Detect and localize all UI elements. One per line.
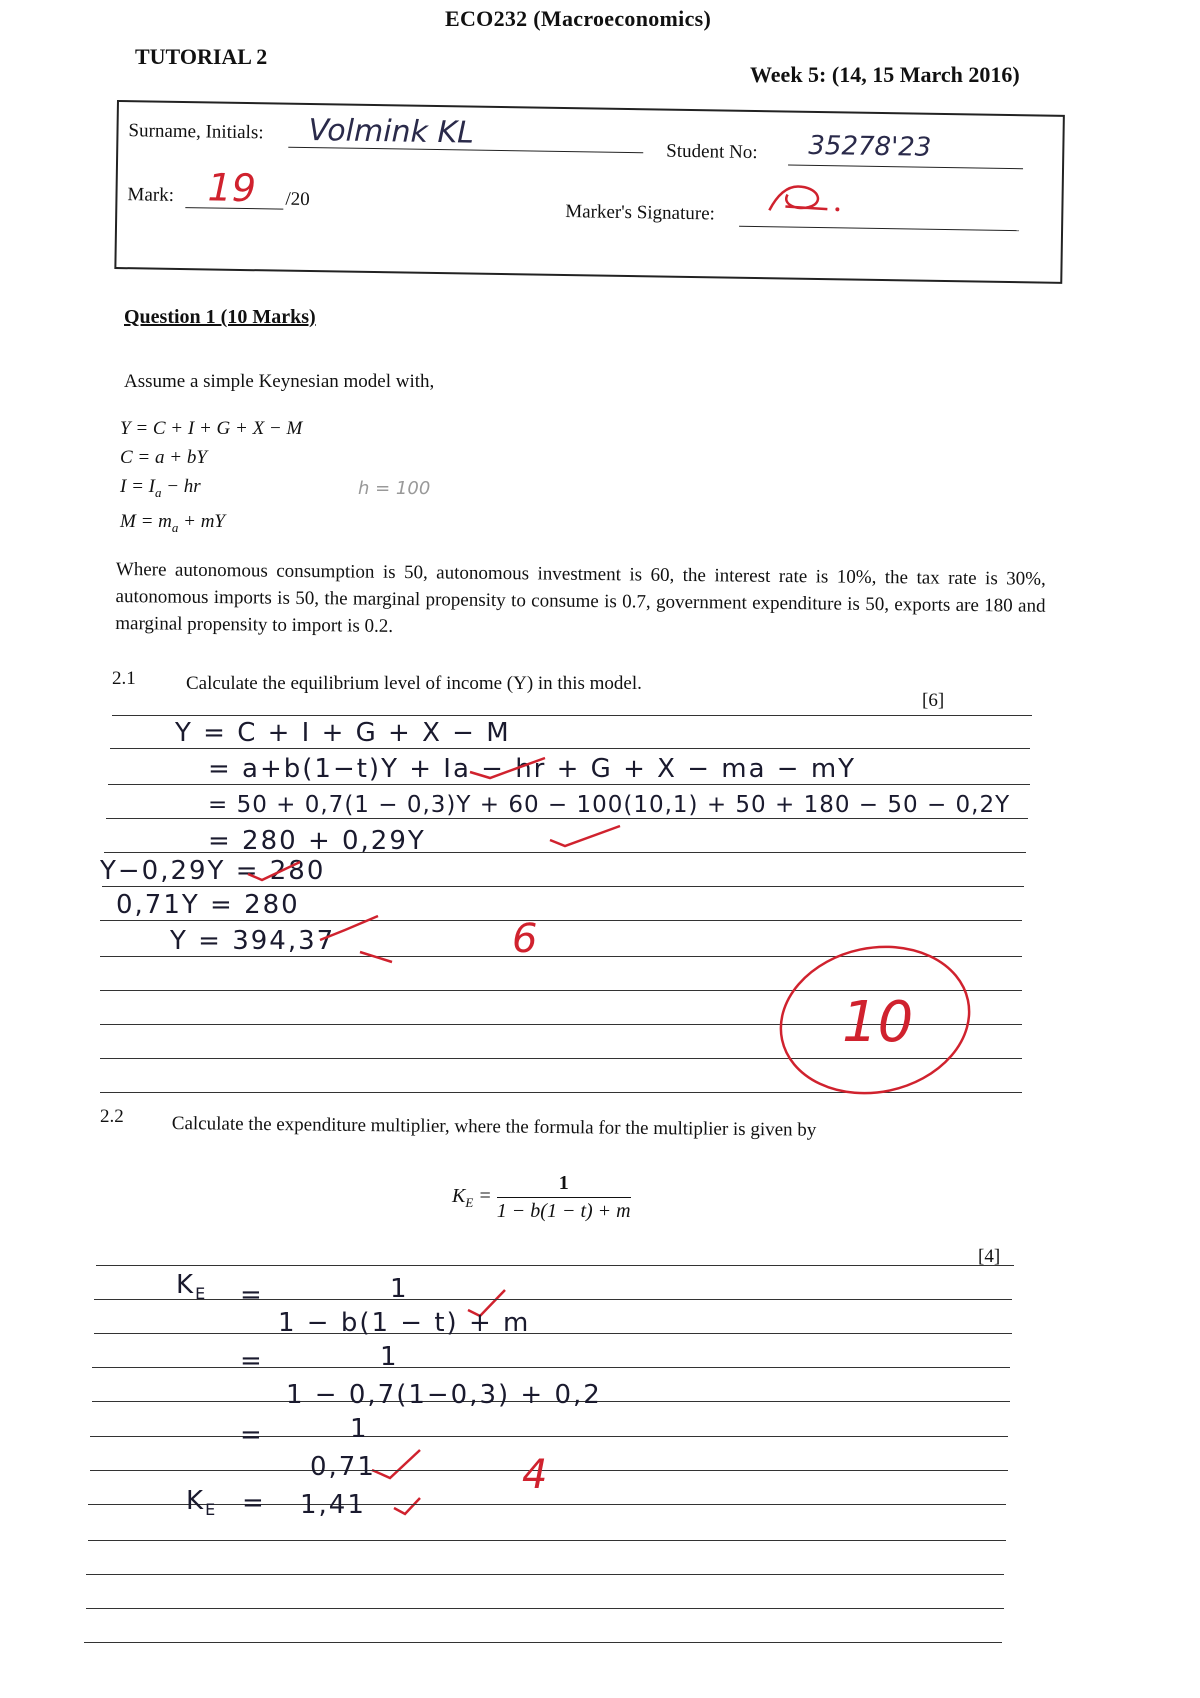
work-line: = a+b(1−t)Y + Ia − hr + G + X − ma − mY — [208, 754, 857, 784]
ruled-line — [94, 1299, 1012, 1300]
work-den: 1 − 0,7(1−0,3) + 0,2 — [286, 1380, 602, 1410]
tick-icon — [550, 826, 620, 846]
part-2-1-marks: [6] — [922, 690, 945, 711]
work-line: 0,71Y = 280 — [116, 890, 300, 920]
work-num: 1 — [350, 1414, 369, 1444]
circled-total: 10 — [842, 990, 914, 1055]
work-den: 1 − b(1 − t) + m — [278, 1308, 531, 1338]
mark-total: /20 — [285, 188, 310, 211]
question-description: Where autonomous consumption is 50, autonomous investment is 60, the interest rate is 10%, the tax rate is 30%, autonomous imports is 50, the marginal propensity to consume is 0.7, government expenditure is 50, exports are 180 and marginal propensity to import is 0.2. — [115, 558, 1046, 637]
ruled-line — [86, 1608, 1004, 1609]
work-line: Y = C + I + G + X − M — [175, 718, 511, 748]
grader-mark-2-1: 6 — [512, 916, 538, 962]
tick-icon — [470, 758, 545, 778]
ruled-line — [90, 1470, 1008, 1471]
margin-note: h = 100 — [358, 478, 431, 499]
ruled-line — [92, 1367, 1010, 1368]
work-line: Y = 394,37 — [170, 926, 336, 956]
ruled-line — [86, 1574, 1004, 1575]
arrow-icon — [360, 952, 392, 962]
ruled-line — [96, 1265, 1014, 1266]
mark-label: Mark: — [127, 184, 175, 206]
tick-icon — [248, 862, 300, 880]
multiplier-lhs: $K_E$ — [176, 1270, 208, 1304]
student-no-value: 35278'23 — [808, 130, 932, 163]
part-2-2-text: Calculate the expenditure multiplier, where the formula for the multiplier is given by — [171, 1112, 817, 1141]
surname-value: Volmink KL — [308, 113, 475, 151]
ruled-line — [94, 1333, 1012, 1334]
mark-value: 19 — [207, 165, 257, 211]
part-2-2-number: 2.2 — [100, 1106, 124, 1127]
work-num: 1 — [390, 1274, 409, 1304]
tick-icon — [394, 1498, 420, 1514]
work-line: = 280 + 0,29Y — [208, 826, 426, 856]
equals-sign: = — [240, 1346, 264, 1376]
question-intro: Assume a simple Keynesian model with, — [124, 371, 435, 392]
surname-label: Surname, Initials: — [128, 120, 264, 144]
ruled-line — [88, 1540, 1006, 1541]
equals-sign: = — [240, 1420, 264, 1450]
equals-sign: = — [240, 1280, 264, 1310]
multiplier-result: 1,41 — [300, 1490, 366, 1520]
tick-icon — [372, 1450, 420, 1478]
student-no-label: Student No: — [666, 140, 758, 164]
grader-mark-2-2: 4 — [522, 1452, 548, 1498]
ruled-line — [84, 1642, 1002, 1643]
part-2-2-marks: [4] — [978, 1246, 1001, 1267]
equation-c: C = a + bY — [120, 447, 207, 468]
week-date: Week 5: (14, 15 March 2016) — [750, 62, 1020, 87]
work-line: Y−0,29Y = 280 — [100, 856, 326, 886]
equation-i: $I = I_a$ − hr — [120, 476, 201, 500]
tutorial-title: TUTORIAL 2 — [135, 44, 268, 69]
ruled-line — [90, 1436, 1008, 1437]
question-title: Question 1 (10 Marks) — [124, 306, 316, 328]
part-2-1-text: Calculate the equilibrium level of income (Y) in this model. — [186, 673, 642, 694]
multiplier-lhs: $K_E$ — [186, 1486, 218, 1520]
multiplier-formula: $K_E$ = $\frac{1}{1 - b(1 - t) + m}$ — [452, 1172, 631, 1222]
part-2-1-number: 2.1 — [112, 668, 136, 689]
equation-m: $M = m_a$ + mY — [120, 510, 225, 535]
equation-y: Y = C + I + G + X − M — [120, 418, 303, 439]
course-title: ECO232 (Macroeconomics) — [445, 6, 712, 31]
work-den: 0,71 — [310, 1452, 376, 1482]
signature-label: Marker's Signature: — [565, 201, 716, 225]
tick-icon — [320, 916, 378, 940]
ruled-line — [88, 1504, 1006, 1505]
work-line: = 50 + 0,7(1 − 0,3)Y + 60 − 100(10,1) + 50 + 180 − 50 − 0,2Y — [208, 792, 1011, 818]
equals-sign: = — [242, 1488, 266, 1518]
work-num: 1 — [380, 1342, 399, 1372]
